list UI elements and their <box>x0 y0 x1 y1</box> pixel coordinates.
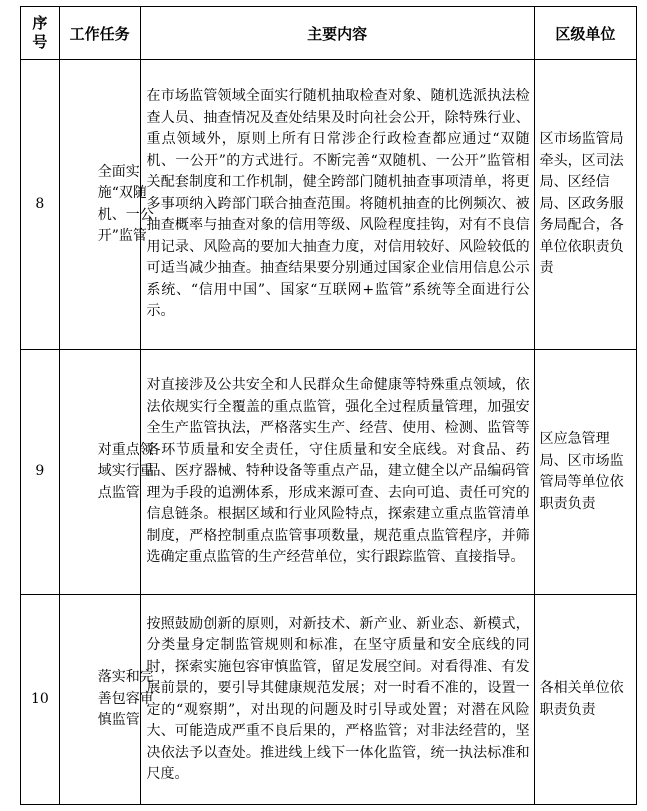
header-row <box>21 7 637 60</box>
table-row <box>21 60 637 350</box>
unit-cell: 各相关单位依职责负责 <box>534 595 636 805</box>
header-unit: 区级单位 <box>534 7 636 60</box>
unit-cell: 区市场监管局牵头，区司法局、区经信局、区政务服务局配合，各单位依职责负责 <box>534 60 636 350</box>
task-text: 对重点领域实行重点监管 <box>97 441 154 501</box>
task-text: 落实和完善包容审慎监管 <box>97 669 154 729</box>
unit-cell: 区应急管理局、区市场监管局等单位依职责负责 <box>534 350 636 595</box>
content-cell: 按照鼓励创新的原则，对新技术、新产业、新业态、新模式，分类量身定制监管规则和标准，在坚守质量和安全底线的同时，探索实施包容审慎监管，留足发展空间。对看得准、有发展前景的，要引导其健康规范发展；对一时看不准的，设置一定的“观察期”，对出现的问题及时引导或处置；对潜在风险大、可能造成严重不良后果的，严格监管；对非法经营的，坚决依法予以查处。推进线上线下一体化监管，统一执法标准和尺度。 <box>140 595 534 805</box>
header-no <box>21 7 60 60</box>
table-row <box>21 595 637 805</box>
policy-table <box>20 6 637 805</box>
task-text: 全面实施“双随机、一公开”监管 <box>97 163 154 244</box>
content-cell: 在市场监管领域全面实行随机抽取检查对象、随机选派执法检查人员、抽查情况及查处结果及时向社会公开，除特殊行业、重点领域外，原则上所有日常涉企行政检查都应通过“双随机、一公开”的方式进行。不断完善“双随机、一公开”监管相关配套制度和工作机制，健全跨部门随机抽查事项清单，将更多事项纳入跨部门联合抽查范围。将随机抽查的比例频次、被抽查概率与抽查对象的信用等级、风险程度挂钩，对有不良信用记录、风险高的要加大抽查力度，对信用较好、风险较低的可适当减少抽查。抽查结果要分别通过国家企业信用信息公示系统、“信用中国”、国家“互联网+监管”系统等全面进行公示。 <box>140 60 534 350</box>
row-number: 9 <box>21 350 60 595</box>
content-cell: 对直接涉及公共安全和人民群众生命健康等特殊重点领域，依法依规实行全覆盖的重点监管，强化全过程质量管理，加强安全生产监管执法，严格落实生产、经营、使用、检测、监管等各环节质量和安全责任，守住质量和安全底线。对食品、药品、医疗器械、特种设备等重点产品，建立健全以产品编码管理为手段的追溯体系，形成来源可查、去向可追、责任可究的信息链条。根据区域和行业风险特点，探索建立重点监管清单制度，严格控制重点监管事项数量，规范重点监管程序，并筛选确定重点监管的生产经营单位，实行跟踪监管、直接指导。 <box>140 350 534 595</box>
header-content: 主要内容 <box>140 7 534 60</box>
header-task: 工作任务 <box>59 7 140 60</box>
row-number: 10 <box>21 595 60 805</box>
header-no-line2: 号 <box>32 33 48 51</box>
task-cell <box>59 350 154 595</box>
task-cell <box>59 60 154 350</box>
table-row <box>21 350 637 595</box>
row-number: 8 <box>21 60 60 350</box>
task-cell <box>59 595 154 805</box>
header-no-line1: 序 <box>32 14 48 32</box>
